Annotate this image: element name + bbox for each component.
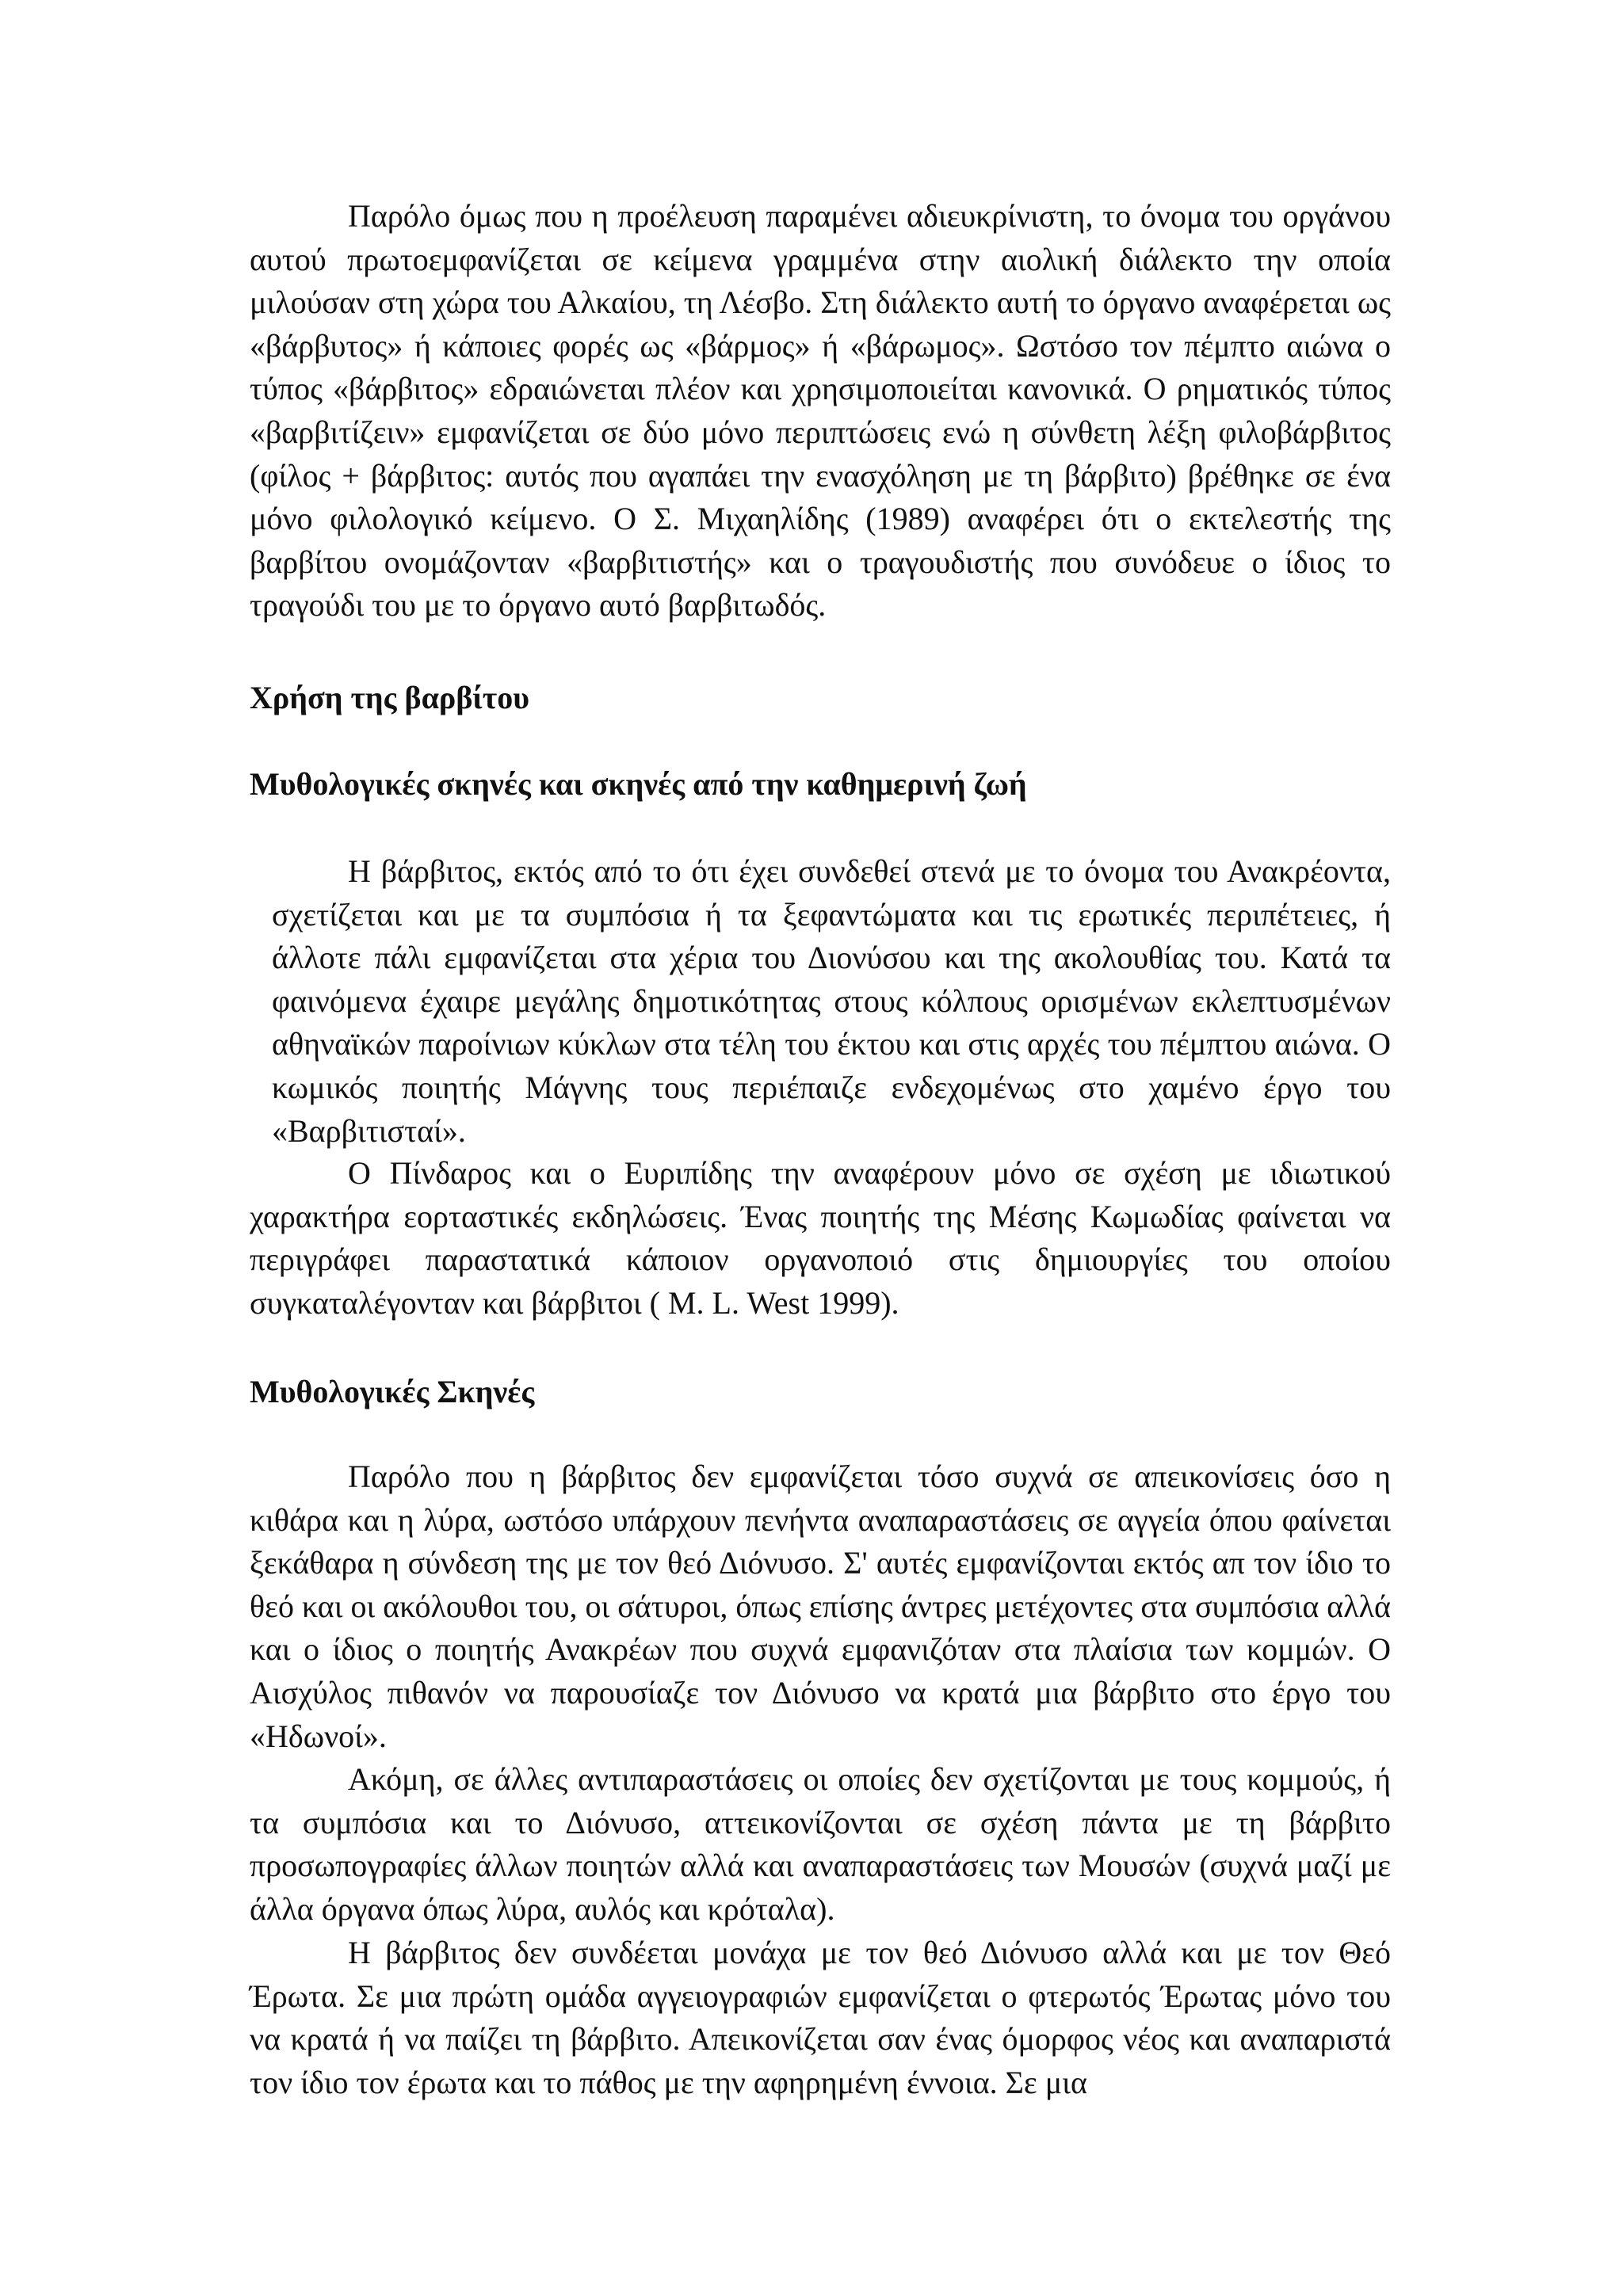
paragraph-daily-1 (250, 850, 1391, 1153)
paragraph-text: Ο Πίνδαρος και ο Ευριπίδης την αναφέρουν μόνο σε σχέση με ιδιωτικού χαρακτήρα εορταστικές εκδηλώσεις. Ένας ποιητής της Μέσης Κωμωδίας φαίνεται να περιγράφει παραστατικά κάποιον οργανοποιό στις δημιουργίες του οποίου συγκαταλέγονταν και βάρβιτοι ( M. L. West 1999). (250, 1155, 1391, 1321)
paragraph-daily-2 (250, 1152, 1391, 1325)
heading-myth (250, 1371, 1391, 1413)
subsection-heading: Μυθολογικές Σκηνές (250, 1374, 535, 1409)
paragraph-myth-2 (250, 1758, 1391, 1931)
subsection-heading: Μυθολογικές σκηνές και σκηνές από την καθημερινή ζωή (250, 766, 1027, 802)
heading-use (250, 677, 1391, 719)
heading-daily (250, 763, 1391, 806)
paragraph-text: Παρόλο που η βάρβιτος δεν εμφανίζεται τόσο συχνά σε απεικονίσεις όσο η κιθάρα και η λύρα, ωστόσο υπάρχουν πενήντα αναπαραστάσεις σε αγγεία όπου φαίνεται ξεκάθαρα η σύνδεση της με τον θεό Διόνυσο. Σ' αυτές εμφανίζονται εκτός απ τον ίδιο το θεό και οι ακόλουθοι του, οι σάτυροι, όπως επίσης άντρες μετέχοντες στα συμπόσια αλλά και ο ίδιος ο ποιητής Ανακρέων που συχνά εμφανιζόταν στα πλαίσια των κομμών. Ο Αισχύλος πιθανόν να παρουσίαζε τον Διόνυσο να κρατά μια βάρβιτο στο έργο του «Ηδωνοί». (250, 1459, 1391, 1754)
paragraph-text: Ακόμη, σε άλλες αντιπαραστάσεις οι οποίες δεν σχετίζονται με τους κομμούς, ή τα συμπόσια και το Διόνυσο, αττεικονίζονται σε σχέση πάντα με τη βάρβιτο προσωπογραφίες άλλων ποιητών αλλά και αναπαραστάσεις των Μουσών (συχνά μαζί με άλλα όργανα όπως λύρα, αυλός και κρόταλα). (250, 1761, 1391, 1927)
paragraph-text: Παρόλο όμως που η προέλευση παραμένει αδιευκρίνιστη, το όνομα του οργάνου αυτού πρωτοεμφανίζεται σε κείμενα γραμμένα στην αιολική διάλεκτο την οποία μιλούσαν στη χώρα του Αλκαίου, τη Λέσβο. Στη διάλεκτο αυτή το όργανο αναφέρεται ως «βάρβυτος» ή κάποιες φορές ως «βάρμος» ή «βάρωμος». Ωστόσο τον πέμπτο αιώνα ο τύπος «βάρβιτος» εδραιώνεται πλέον και χρησιμοποιείται κανονικά. Ο ρηματικός τύπος «βαρβιτίζειν» εμφανίζεται σε δύο μόνο περιπτώσεις ενώ η σύνθετη λέξη φιλοβάρβιτος (φίλος + βάρβιτος: αυτός που αγαπάει την ενασχόληση με τη βάρβιτο) βρέθηκε σε ένα μόνο φιλολογικό κείμενο. Ο Σ. Μιχαηλίδης (1989) αναφέρει ότι ο εκτελεστής της βαρβίτου ονομάζονταν «βαρβιτιστής» και ο τραγουδιστής που συνόδευε ο ίδιος το τραγούδι του με το όργανο αυτό βαρβιτωδός. (250, 198, 1391, 624)
paragraph-text: Η βάρβιτος, εκτός από το ότι έχει συνδεθεί στενά με το όνομα του Ανακρέοντα, σχετίζεται και με τα συμπόσια ή τα ξεφαντώματα και τις ερωτικές περιπέτειες, ή άλλοτε πάλι εμφανίζεται στα χέρια του Διονύσου και της ακολουθίας του. Κατά τα φαινόμενα έχαιρε μεγάλης δημοτικότητας στους κόλπους ορισμένων εκλεπτυσμένων αθηναϊκών παροίνιων κύκλων στα τέλη του έκτου και στις αρχές του πέμπτου αιώνα. Ο κωμικός ποιητής Μάγνης τους περιέπαιζε ενδεχομένως στο χαμένο έργο του «Βαρβιτισταί». (272, 853, 1391, 1149)
paragraph-myth-3 (250, 1932, 1391, 2104)
paragraph-intro (250, 195, 1391, 627)
section-heading: Χρήση της βαρβίτου (250, 680, 529, 715)
paragraph-text: Η βάρβιτος δεν συνδέεται μονάχα με τον θεό Διόνυσο αλλά και με τον Θεό Έρωτα. Σε μια πρώτη ομάδα αγγειογραφιών εμφανίζεται ο φτερωτός Έρωτας μόνο του να κρατά ή να παίζει τη βάρβιτο. Απεικονίζεται σαν ένας όμορφος νέος και αναπαριστά τον ίδιο τον έρωτα και το πάθος με την αφηρημένη έννοια. Σε μια (250, 1935, 1391, 2100)
paragraph-myth-1 (250, 1455, 1391, 1758)
